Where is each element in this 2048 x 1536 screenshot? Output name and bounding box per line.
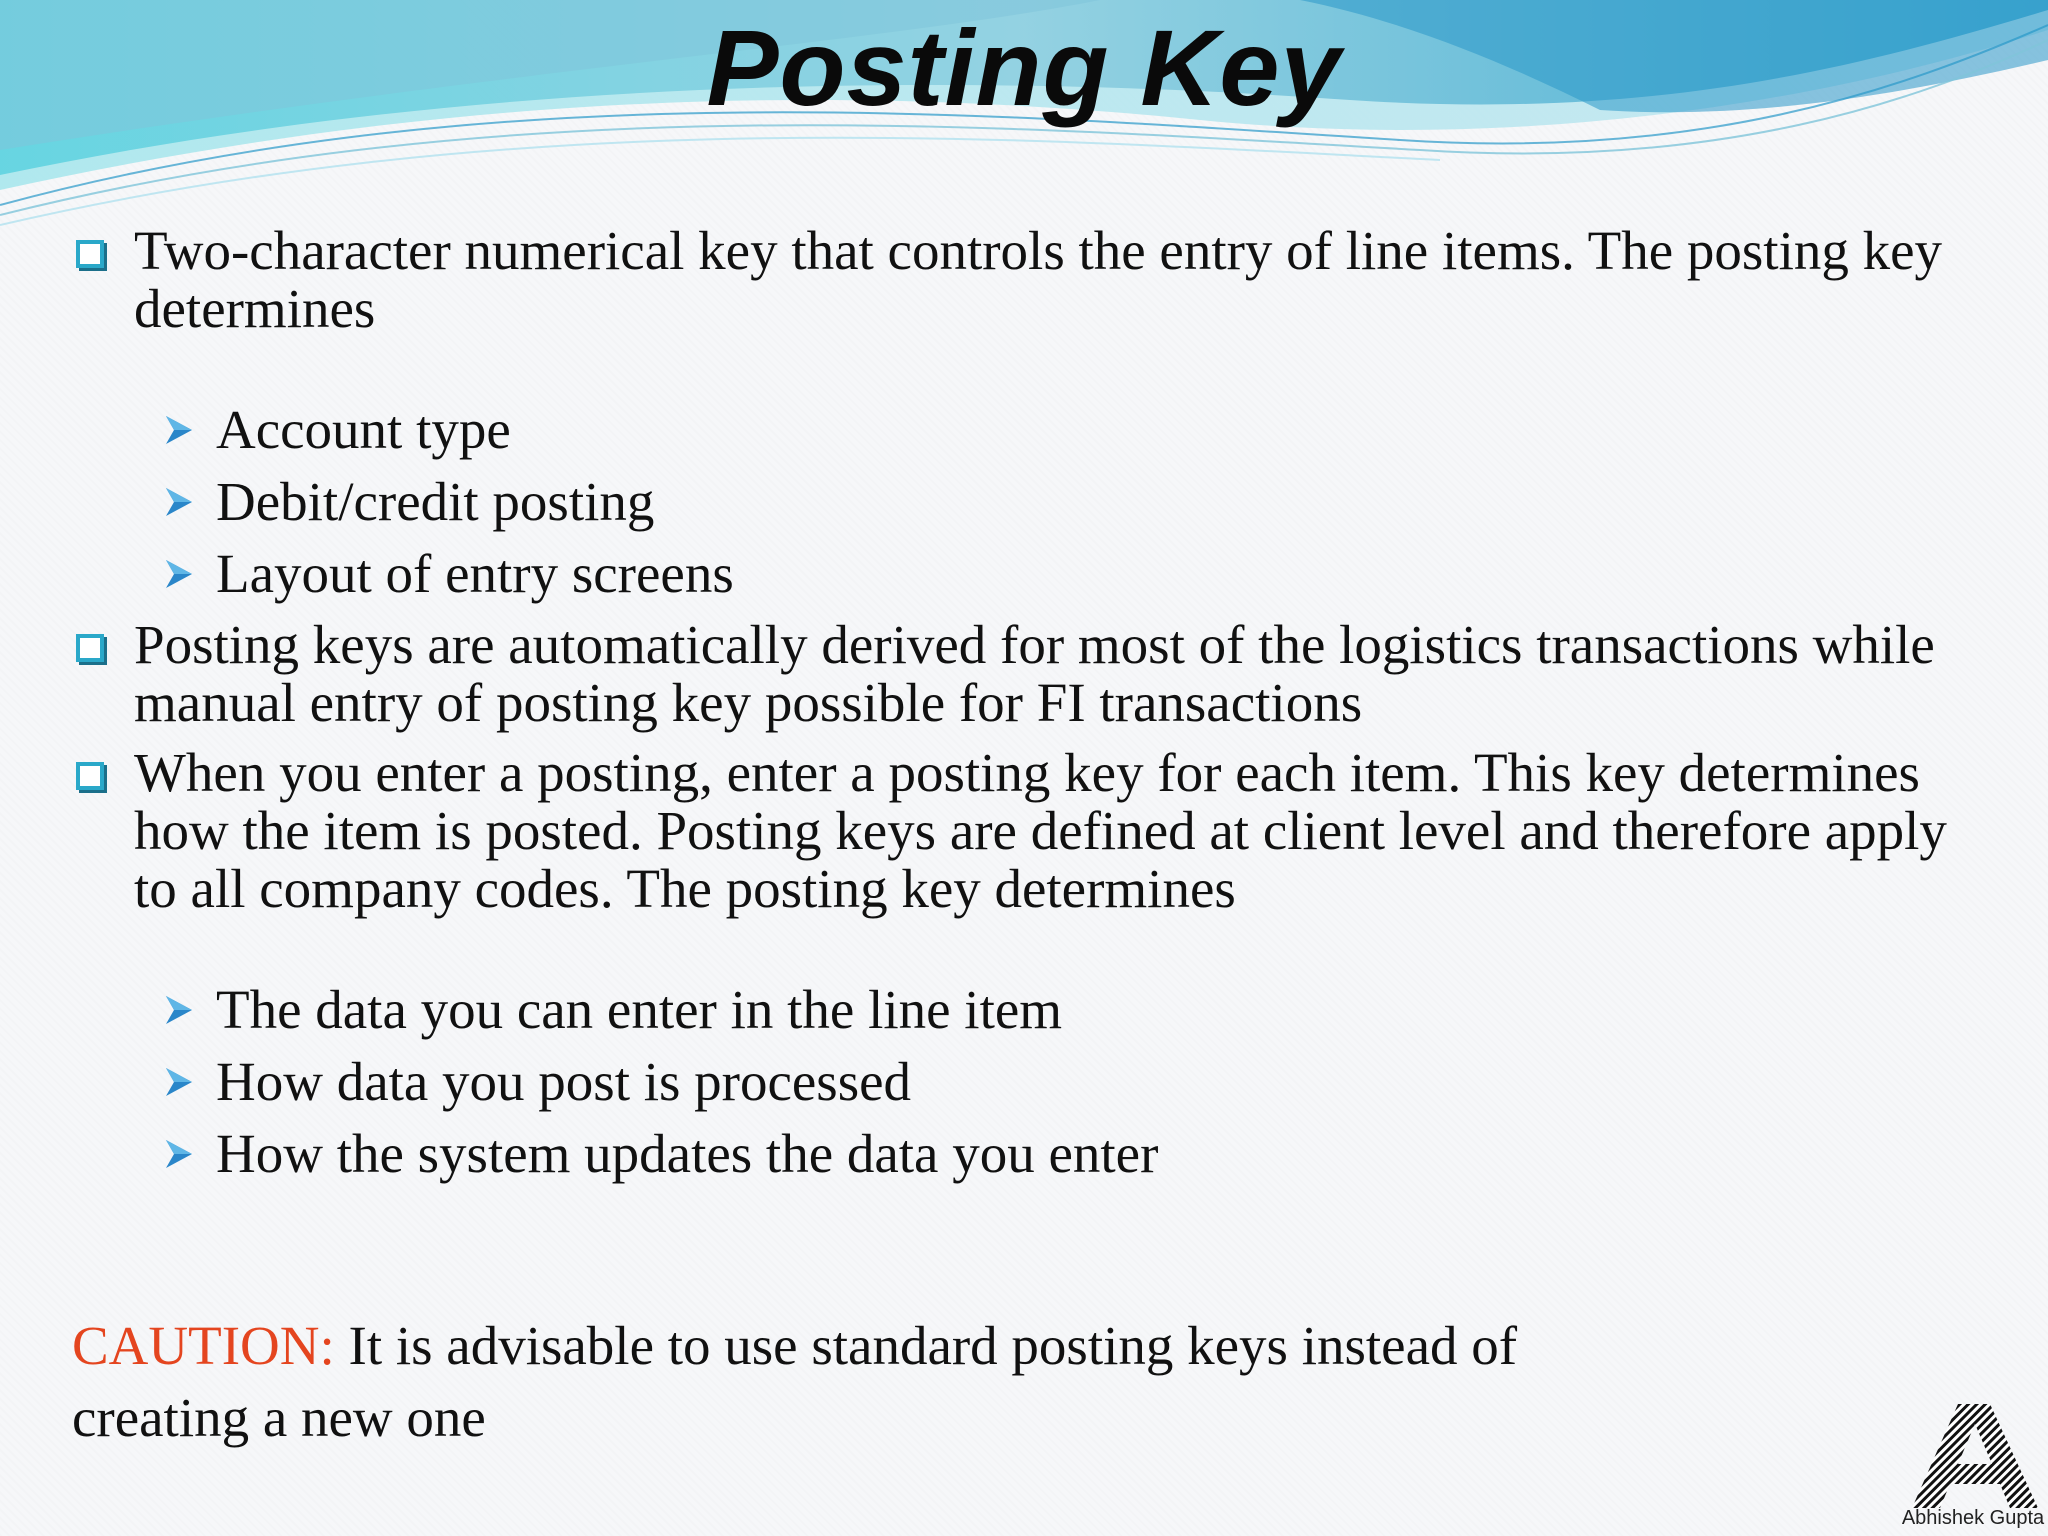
sub-list-2 bbox=[72, 974, 1972, 1190]
sub-item bbox=[72, 394, 1972, 466]
caution-note bbox=[72, 1310, 1672, 1454]
bullet-text: Posting keys are automatically derived for most of the logistics transactions while manual entry of posting key possible for FI transactions bbox=[134, 614, 1935, 733]
sub-item bbox=[72, 466, 1972, 538]
arrow-bullet-icon bbox=[164, 994, 194, 1026]
bullet-text: Two-character numerical key that controls the entry of line items. The posting key determines bbox=[134, 220, 1943, 339]
arrow-bullet-icon bbox=[164, 1138, 194, 1170]
sub-item bbox=[72, 1046, 1972, 1118]
arrow-bullet-icon bbox=[164, 486, 194, 518]
arrow-bullet-icon bbox=[164, 1066, 194, 1098]
sub-item bbox=[72, 538, 1972, 610]
sub-item-text: Layout of entry screens bbox=[216, 543, 734, 604]
square-bullet-icon bbox=[76, 240, 104, 268]
sub-item-text: How data you post is processed bbox=[216, 1051, 912, 1112]
sub-item-text: Account type bbox=[216, 399, 511, 460]
bullet-list bbox=[72, 222, 1972, 1190]
caution-label: CAUTION: bbox=[72, 1315, 335, 1376]
sub-item bbox=[72, 974, 1972, 1046]
arrow-bullet-icon bbox=[164, 558, 194, 590]
sub-list-1 bbox=[72, 394, 1972, 610]
bullet-item-1 bbox=[72, 222, 1972, 338]
slide-title: Posting Key bbox=[706, 7, 1342, 128]
sub-item-text: Debit/credit posting bbox=[216, 471, 655, 532]
sub-item-text: The data you can enter in the line item bbox=[216, 979, 1063, 1040]
sub-item-text: How the system updates the data you enter bbox=[216, 1123, 1159, 1184]
bullet-text: When you enter a posting, enter a posting key for each item. This key determines how the item is posted. Posting keys are defined at client level and therefore apply to all company codes. The posting key determines bbox=[134, 742, 1947, 919]
sub-item bbox=[72, 1118, 1972, 1190]
arrow-bullet-icon bbox=[164, 414, 194, 446]
bullet-item-2 bbox=[72, 616, 1972, 732]
caution-text: It is advisable to use standard posting keys instead of creating a new one bbox=[72, 1315, 1518, 1448]
bullet-item-3 bbox=[72, 744, 1972, 918]
square-bullet-icon bbox=[76, 634, 104, 662]
author-name: Abhishek Gupta bbox=[1901, 1507, 2045, 1529]
square-bullet-icon bbox=[76, 762, 104, 790]
